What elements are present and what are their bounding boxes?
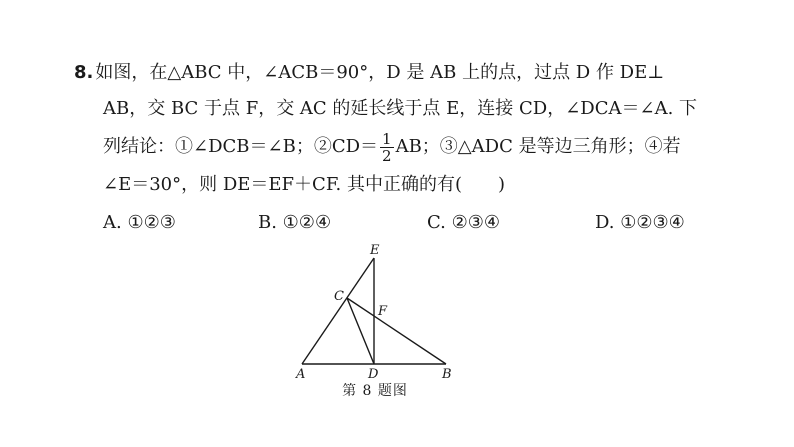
segment-cb bbox=[347, 298, 446, 364]
point-f-label: F bbox=[378, 304, 388, 319]
question-text-2: AB，交 BC 于点 F，交 AC 的延长线于点 E，连接 CD，∠DCA＝∠A. 下 bbox=[103, 98, 698, 119]
question-line-3 bbox=[74, 128, 714, 166]
question-number: 8. bbox=[74, 62, 94, 83]
question-text-1: 如图，在△ABC 中，∠ACB＝90°，D 是 AB 上的点，过点 D 作 DE⊥ bbox=[95, 62, 665, 83]
point-e-label: E bbox=[370, 243, 380, 258]
question-line-2 bbox=[74, 90, 714, 128]
point-c-label: C bbox=[334, 289, 344, 304]
question-8 bbox=[74, 56, 714, 204]
fraction-one-half bbox=[380, 131, 394, 164]
question-text-3a: 列结论：①∠DCB＝∠B；②CD＝ bbox=[103, 136, 379, 157]
figure-caption: 第 8 题图 bbox=[342, 383, 408, 399]
question-line-4 bbox=[74, 166, 714, 204]
option-b[interactable]: B. ①②④ bbox=[258, 212, 332, 233]
option-a[interactable]: A. ①②③ bbox=[103, 212, 176, 233]
point-a-label: A bbox=[296, 367, 306, 382]
answer-options bbox=[103, 212, 723, 240]
option-d[interactable]: D. ①②③④ bbox=[595, 212, 685, 233]
segment-cd bbox=[347, 298, 374, 364]
question-text-4: ∠E＝30°，则 DE＝EF＋CF. 其中正确的有( ) bbox=[103, 174, 505, 195]
question-text-3b: AB；③△ADC 是等边三角形；④若 bbox=[395, 136, 681, 157]
fraction-denominator: 2 bbox=[382, 146, 392, 165]
question-line-1 bbox=[74, 56, 714, 90]
point-d-label: D bbox=[368, 367, 379, 382]
option-c[interactable]: C. ②③④ bbox=[427, 212, 500, 233]
segment-ae bbox=[302, 258, 374, 364]
point-b-label: B bbox=[442, 367, 452, 382]
fraction-numerator: 1 bbox=[382, 129, 392, 148]
triangle-diagram bbox=[290, 238, 460, 383]
